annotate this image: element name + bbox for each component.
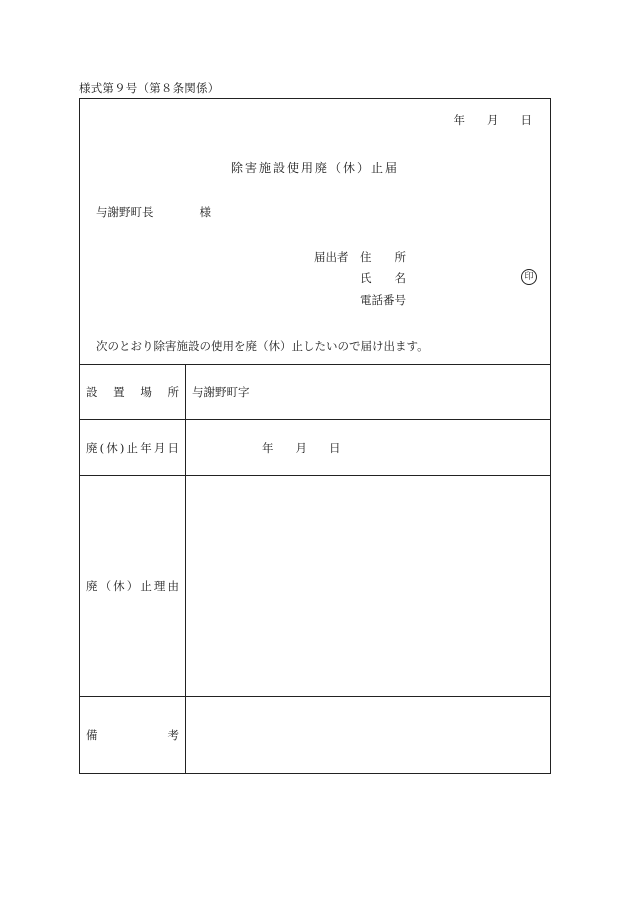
discontinuation-date-value: 年 月 日	[262, 440, 341, 455]
date-day-label: 日	[520, 113, 532, 127]
location-value: 与謝野町字	[192, 384, 250, 399]
form-number: 様式第９号（第８条関係）	[79, 81, 220, 95]
name-label: 氏 名	[360, 271, 406, 285]
date-value-cell[interactable]	[186, 420, 550, 475]
remarks-value-cell[interactable]	[186, 697, 550, 773]
table-row-reason	[80, 476, 550, 697]
address-label: 住 所	[360, 250, 406, 264]
form-header	[80, 99, 550, 365]
reason-value-cell[interactable]	[186, 476, 550, 696]
table-row-remarks	[80, 697, 550, 773]
phone-label: 電話番号	[360, 293, 406, 307]
reason-label-cell	[80, 476, 186, 696]
notification-form	[79, 98, 551, 774]
document-title: 除害施設使用廃（休）止届	[230, 161, 399, 175]
table-row-date	[80, 420, 550, 476]
reason-label: 廃（休）止理由	[86, 579, 179, 593]
location-label: 設置場所	[86, 384, 179, 399]
date-month-label: 月	[487, 113, 499, 127]
declaration-statement: 次のとおり除害施設の使用を廃（休）止したいので届け出ます。	[96, 339, 429, 353]
location-label-cell	[80, 364, 186, 419]
addressee-honorific: 様	[199, 205, 211, 219]
seal-mark: 印	[521, 269, 537, 285]
discontinuation-date-label: 廃(休)止年月日	[86, 440, 179, 455]
submission-date	[454, 112, 533, 128]
addressee-name: 与謝野町長	[96, 205, 154, 219]
table-row-location	[80, 364, 550, 420]
remarks-label-cell	[80, 697, 186, 773]
applicant-label: 届出者	[314, 250, 349, 264]
date-year-label: 年	[453, 113, 465, 127]
remarks-label: 備考	[86, 728, 179, 742]
date-label-cell	[80, 420, 186, 475]
addressee	[96, 204, 211, 220]
location-value-cell[interactable]	[186, 364, 550, 419]
